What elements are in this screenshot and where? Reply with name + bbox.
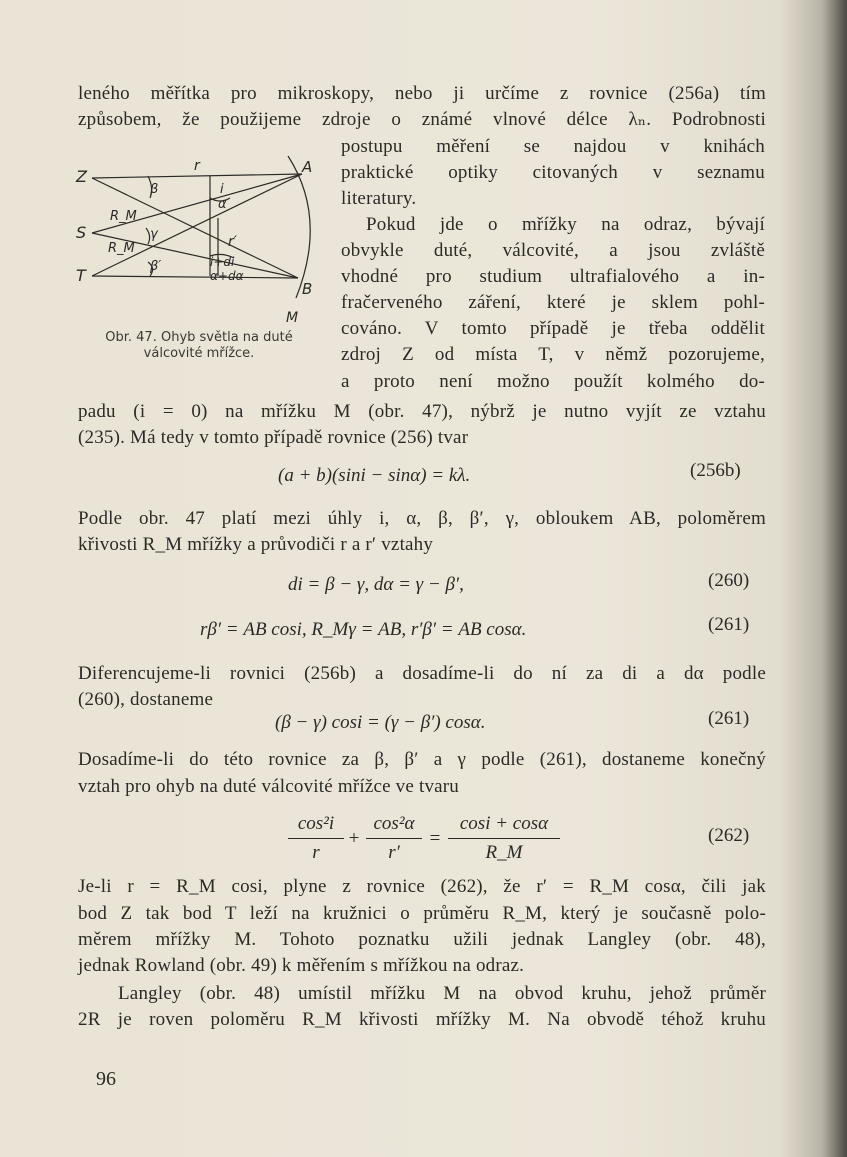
text-line: zdroj Z od místa T, v němž pozorujeme, bbox=[341, 344, 765, 365]
text-line: a proto není možno použít kolmého do- bbox=[341, 371, 765, 392]
text-line: postupu měření se najdou v knihách bbox=[341, 136, 765, 157]
text-line: Pokud jde o mřížky na odraz, bývají bbox=[366, 214, 765, 235]
text-line: (260), dostaneme bbox=[78, 689, 214, 710]
label-beta-prime: β′ bbox=[150, 259, 162, 274]
ray-TB bbox=[92, 276, 298, 278]
label-i-plus-di: i+di bbox=[210, 255, 235, 269]
equation-256b: (a + b)(sini − sinα) = kλ. bbox=[278, 465, 471, 486]
text-line: 2R je roven poloměru R_M křivosti mřížky M. Na obvodě téhož kruhu bbox=[78, 1009, 766, 1030]
label-RM: R_M bbox=[110, 209, 137, 224]
caption-line: Obr. 47. Ohyb světla na duté bbox=[105, 330, 293, 345]
label-B: B bbox=[302, 280, 313, 298]
label-RM: R_M bbox=[108, 241, 135, 256]
label-M: M bbox=[286, 310, 299, 326]
figure-caption bbox=[74, 330, 324, 362]
fraction-bar bbox=[288, 838, 344, 839]
ray-ZB bbox=[92, 178, 298, 278]
label-alpha-plus-dalpha: α+dα bbox=[210, 269, 244, 283]
text-line: Podle obr. 47 platí mezi úhly i, α, β, β′, γ, obloukem AB, poloměrem bbox=[78, 508, 766, 529]
text-line: obvykle duté, válcovité, a jsou zvláště bbox=[341, 240, 765, 261]
fraction-denominator: r′ bbox=[388, 842, 400, 863]
caption-line: válcovité mřížce. bbox=[143, 346, 255, 361]
text-line: vhodné pro studium ultrafialového a in- bbox=[341, 266, 765, 287]
equation-260: di = β − γ, dα = γ − β′, bbox=[288, 574, 464, 595]
label-gamma: γ bbox=[150, 227, 158, 242]
label-i: i bbox=[220, 182, 224, 197]
figure-47-diagram bbox=[70, 148, 340, 328]
text-line: leného měřítka pro mikroskopy, nebo ji určíme z rovnice (256a) tím bbox=[78, 83, 766, 104]
label-alpha: α bbox=[218, 197, 227, 212]
text-line: způsobem, že použijeme zdroje o známé vlnové délce λₙ. Podrobnosti bbox=[78, 109, 766, 130]
text-line: cováno. V tomto případě je třeba oddělit bbox=[341, 318, 765, 339]
label-S: S bbox=[76, 223, 87, 242]
ray-ZA bbox=[92, 174, 302, 178]
ray-TA bbox=[92, 174, 302, 276]
text-line: jednak Rowland (obr. 49) k měřením s mřížkou na odraz. bbox=[78, 955, 525, 976]
text-line: křivosti R_M mřížky a průvodiči r a r′ vztahy bbox=[78, 534, 434, 555]
fraction-bar bbox=[366, 838, 422, 839]
fraction-denominator: r bbox=[312, 842, 320, 863]
label-Z: Z bbox=[76, 167, 87, 186]
equation-number: (256b) bbox=[690, 460, 741, 481]
text-line: padu (i = 0) na mřížku M (obr. 47), nýbrž je nutno vyjít ze vztahu bbox=[78, 401, 766, 422]
fraction-bar bbox=[448, 838, 560, 839]
ray-SA bbox=[92, 174, 302, 233]
equals-sign: = bbox=[429, 828, 441, 849]
text-line: Langley (obr. 48) umístil mřížku M na obvod kruhu, jehož průměr bbox=[118, 983, 766, 1004]
fraction-numerator: cos²i bbox=[297, 813, 335, 834]
text-line: měrem mřížky M. Tohoto poznatku užili jednak Langley (obr. 48), bbox=[78, 929, 766, 950]
label-r-prime: r′ bbox=[228, 234, 237, 250]
fraction-denominator: R_M bbox=[485, 842, 523, 863]
text-line: praktické optiky citovaných v seznamu bbox=[341, 162, 765, 183]
label-r: r bbox=[194, 158, 200, 174]
text-line: Je-li r = R_M cosi, plyne z rovnice (262), že r′ = R_M cosα, čili jak bbox=[78, 876, 766, 897]
equation-number: (262) bbox=[708, 825, 750, 846]
label-A: A bbox=[302, 158, 313, 176]
page-number: 96 bbox=[96, 1068, 116, 1090]
text-line: Diferencujeme-li rovnici (256b) a dosadíme-li do ní za di a dα podle bbox=[78, 663, 766, 684]
label-beta: β bbox=[150, 182, 159, 197]
text-line: bod Z tak bod T leží na kružnici o průměru R_M, který je současně polo- bbox=[78, 903, 766, 924]
text-line: Dosadíme-li do této rovnice za β, β′ a γ podle (261), dostaneme konečný bbox=[78, 749, 766, 770]
equation-261: rβ′ = AB cosi, R_Mγ = AB, r′β′ = AB cosα. bbox=[200, 619, 527, 640]
equation-261b: (β − γ) cosi = (γ − β′) cosα. bbox=[275, 712, 486, 733]
plus-sign: + bbox=[348, 828, 360, 849]
label-T: T bbox=[76, 266, 86, 285]
equation-number: (261) bbox=[708, 614, 750, 635]
equation-number: (260) bbox=[708, 570, 750, 591]
text-line: literatury. bbox=[341, 188, 417, 209]
fraction-numerator: cosi + cosα bbox=[459, 813, 549, 834]
text-line: vztah pro ohyb na duté válcovité mřížce ve tvaru bbox=[78, 776, 460, 797]
fraction-numerator: cos²α bbox=[373, 813, 415, 834]
text-line: (235). Má tedy v tomto případě rovnice (256) tvar bbox=[78, 427, 469, 448]
equation-number: (261) bbox=[708, 708, 750, 729]
text-line: fračerveného záření, které je sklem pohl- bbox=[341, 292, 765, 313]
